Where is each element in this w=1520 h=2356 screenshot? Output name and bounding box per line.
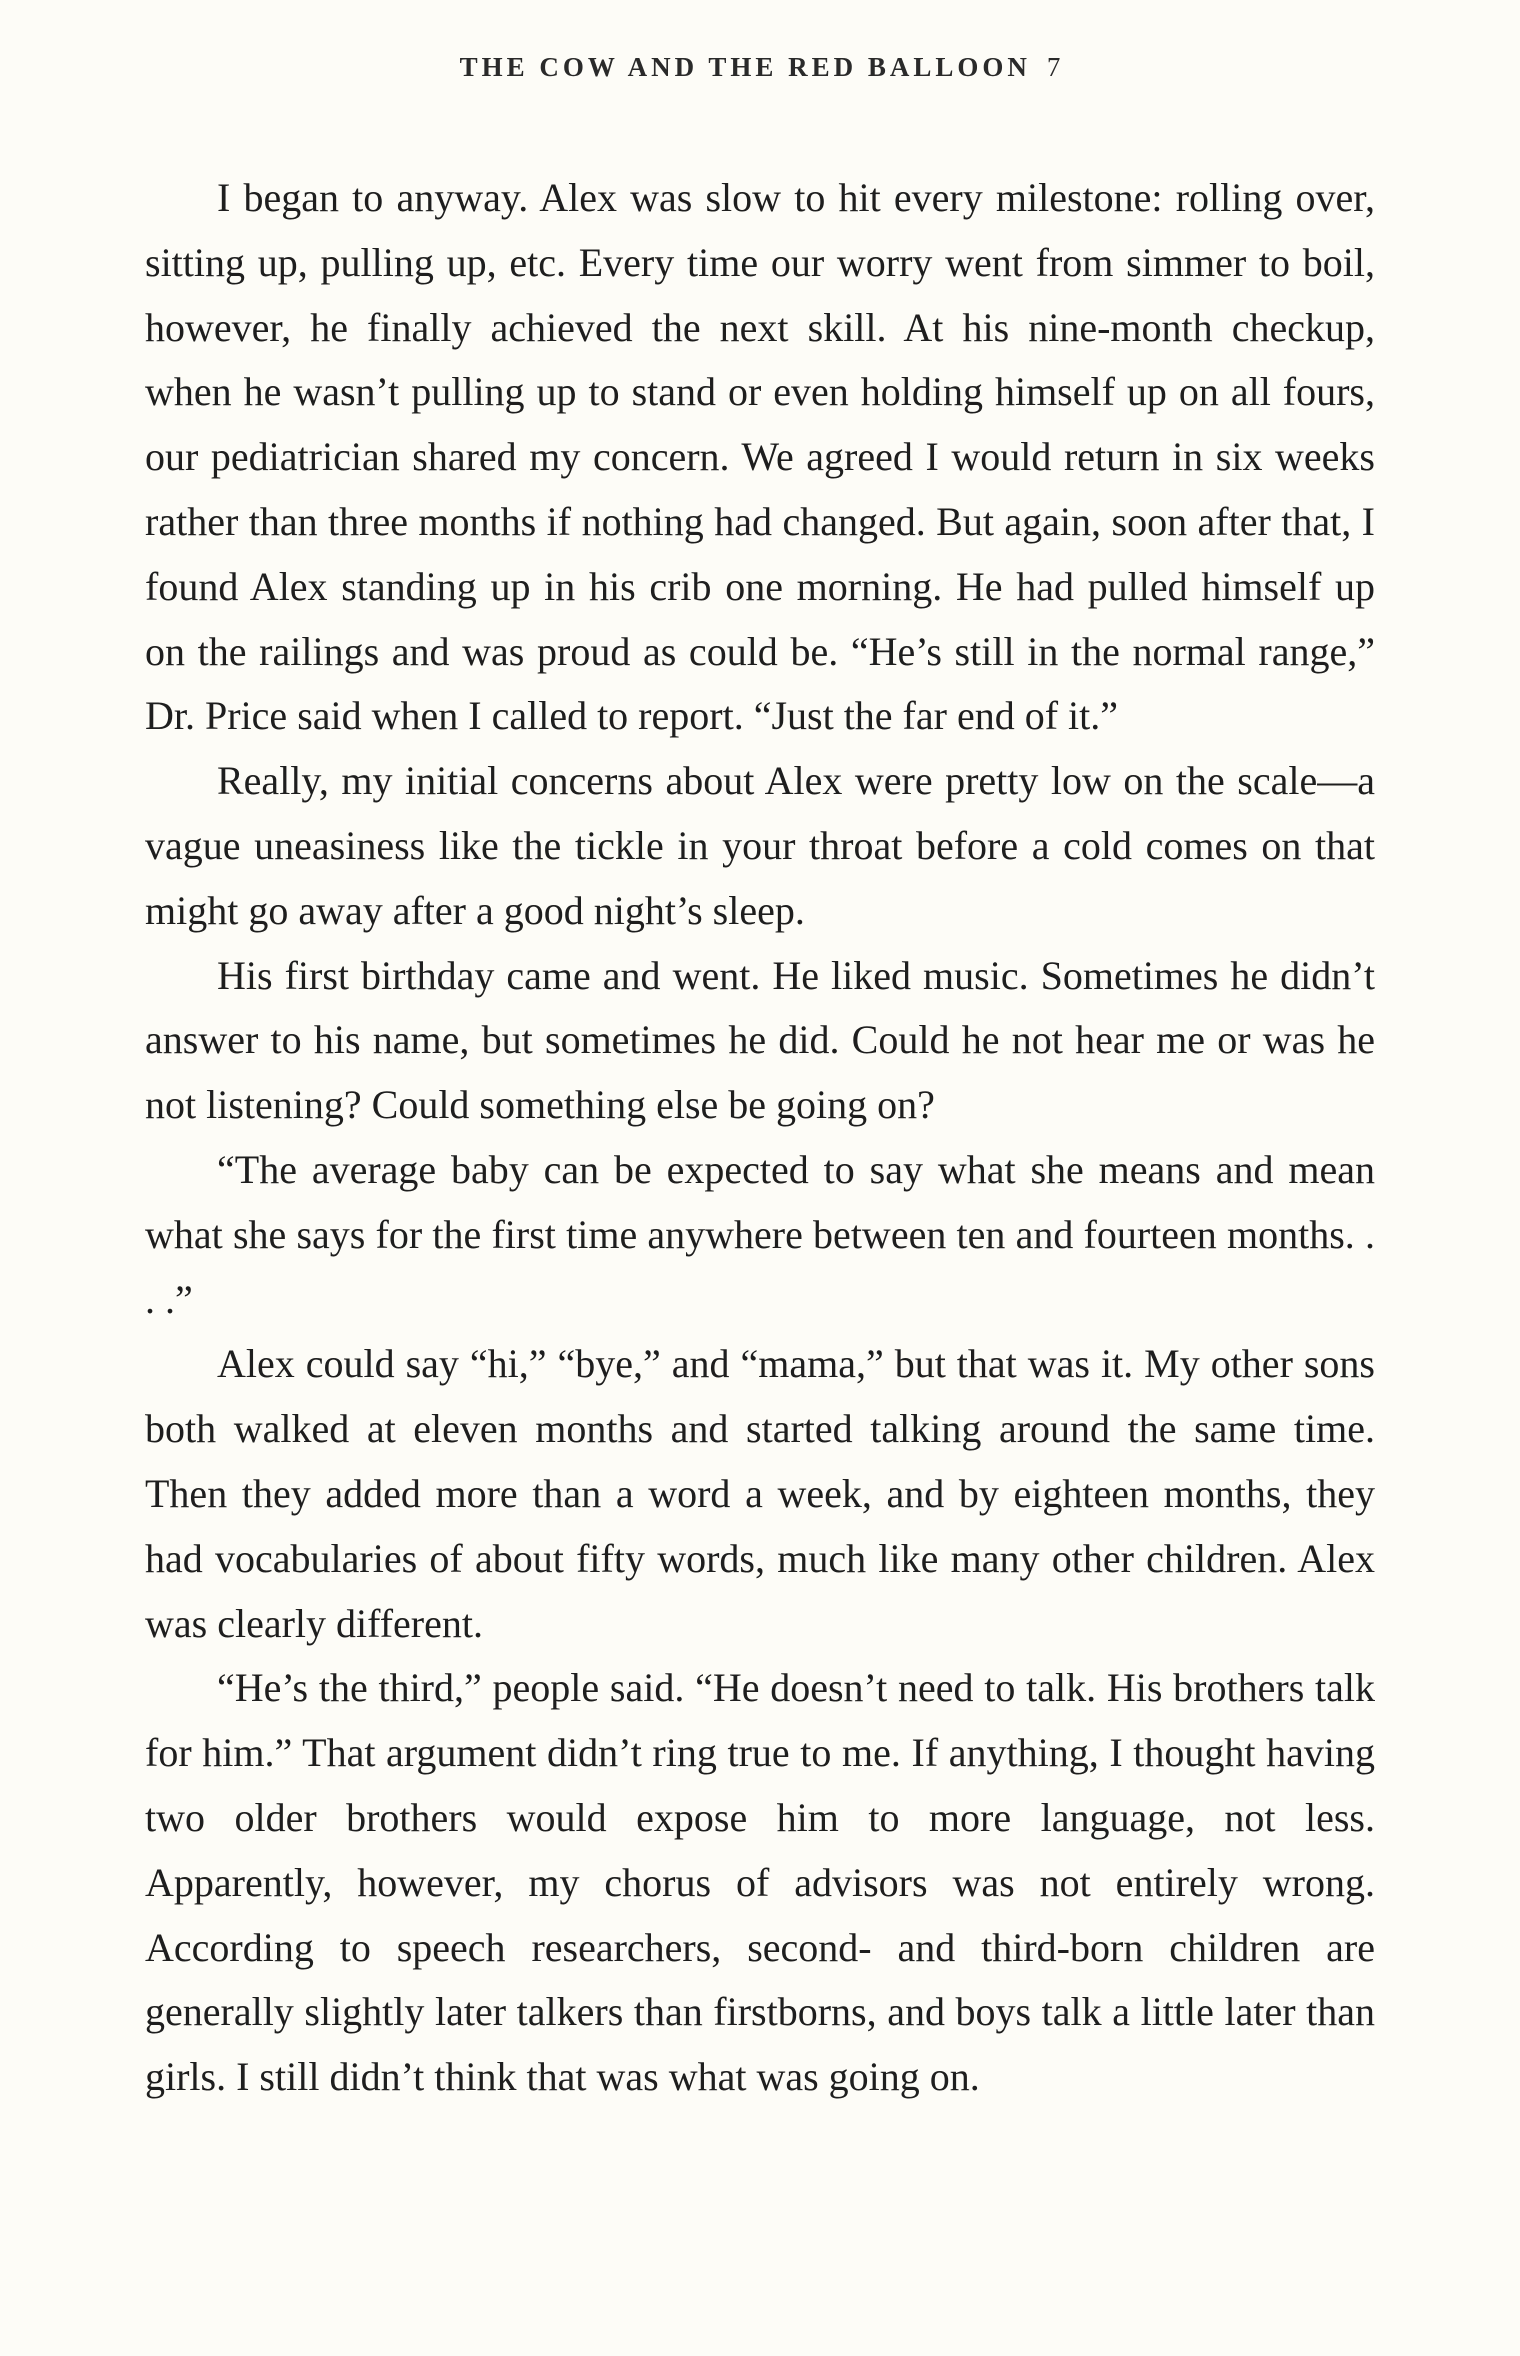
running-title: THE COW AND THE RED BALLOON (459, 52, 1031, 82)
paragraph: Alex could say “hi,” “bye,” and “mama,” but that was it. My other sons both walked at eleven months and started talking around the same time. Then they added more than a word a week, and by eighteen months, they had vocabularies of about fifty words, much like many other children. Alex was clearly different. (145, 1341, 1375, 1646)
paragraph: “He’s the third,” people said. “He doesn’t need to talk. His brothers talk for him.” That argument didn’t ring true to me. If anything, I thought having two older brothers would expose him to more language, not less. Apparently, however, my chorus of advisors was not entirely wrong. According to speech researchers, second- and third-born children are generally slightly later talkers than firstborns, and boys talk a little later than girls. I still didn’t think that was what was going on. (145, 1665, 1375, 2100)
paragraph: “The average baby can be expected to say what she means and mean what she says for the first time anywhere between ten and fourteen months. . . .” (145, 1146, 1375, 1322)
paragraph: His first birthday came and went. He liked music. Sometimes he didn’t answer to his name, but sometimes he did. Could he not hear me or was he not listening? Could something else be going on? (145, 952, 1375, 1128)
paragraph: Really, my initial concerns about Alex were pretty low on the scale—a vague uneasiness like the tickle in your throat before a cold comes on that might go away after a good night’s sleep. (145, 758, 1375, 933)
page-number: 7 (1046, 52, 1061, 82)
body-text (145, 166, 1375, 2110)
paragraph: I began to anyway. Alex was slow to hit every milestone: rolling over, sitting up, pulling up, etc. Every time our worry went from simmer to boil, however, he finally achieved the next skill. At his nine-month checkup, when he wasn’t pulling up to stand or even holding himself up on all fours, our pediatrician shared my concern. We agreed I would return in six weeks rather than three months if nothing had changed. But again, soon after that, I found Alex standing up in his crib one morning. He had pulled himself up on the railings and was proud as could be. “He’s still in the normal range,” Dr. Price said when I called to report. “Just the far end of it.” (145, 175, 1375, 739)
running-head (0, 52, 1520, 83)
